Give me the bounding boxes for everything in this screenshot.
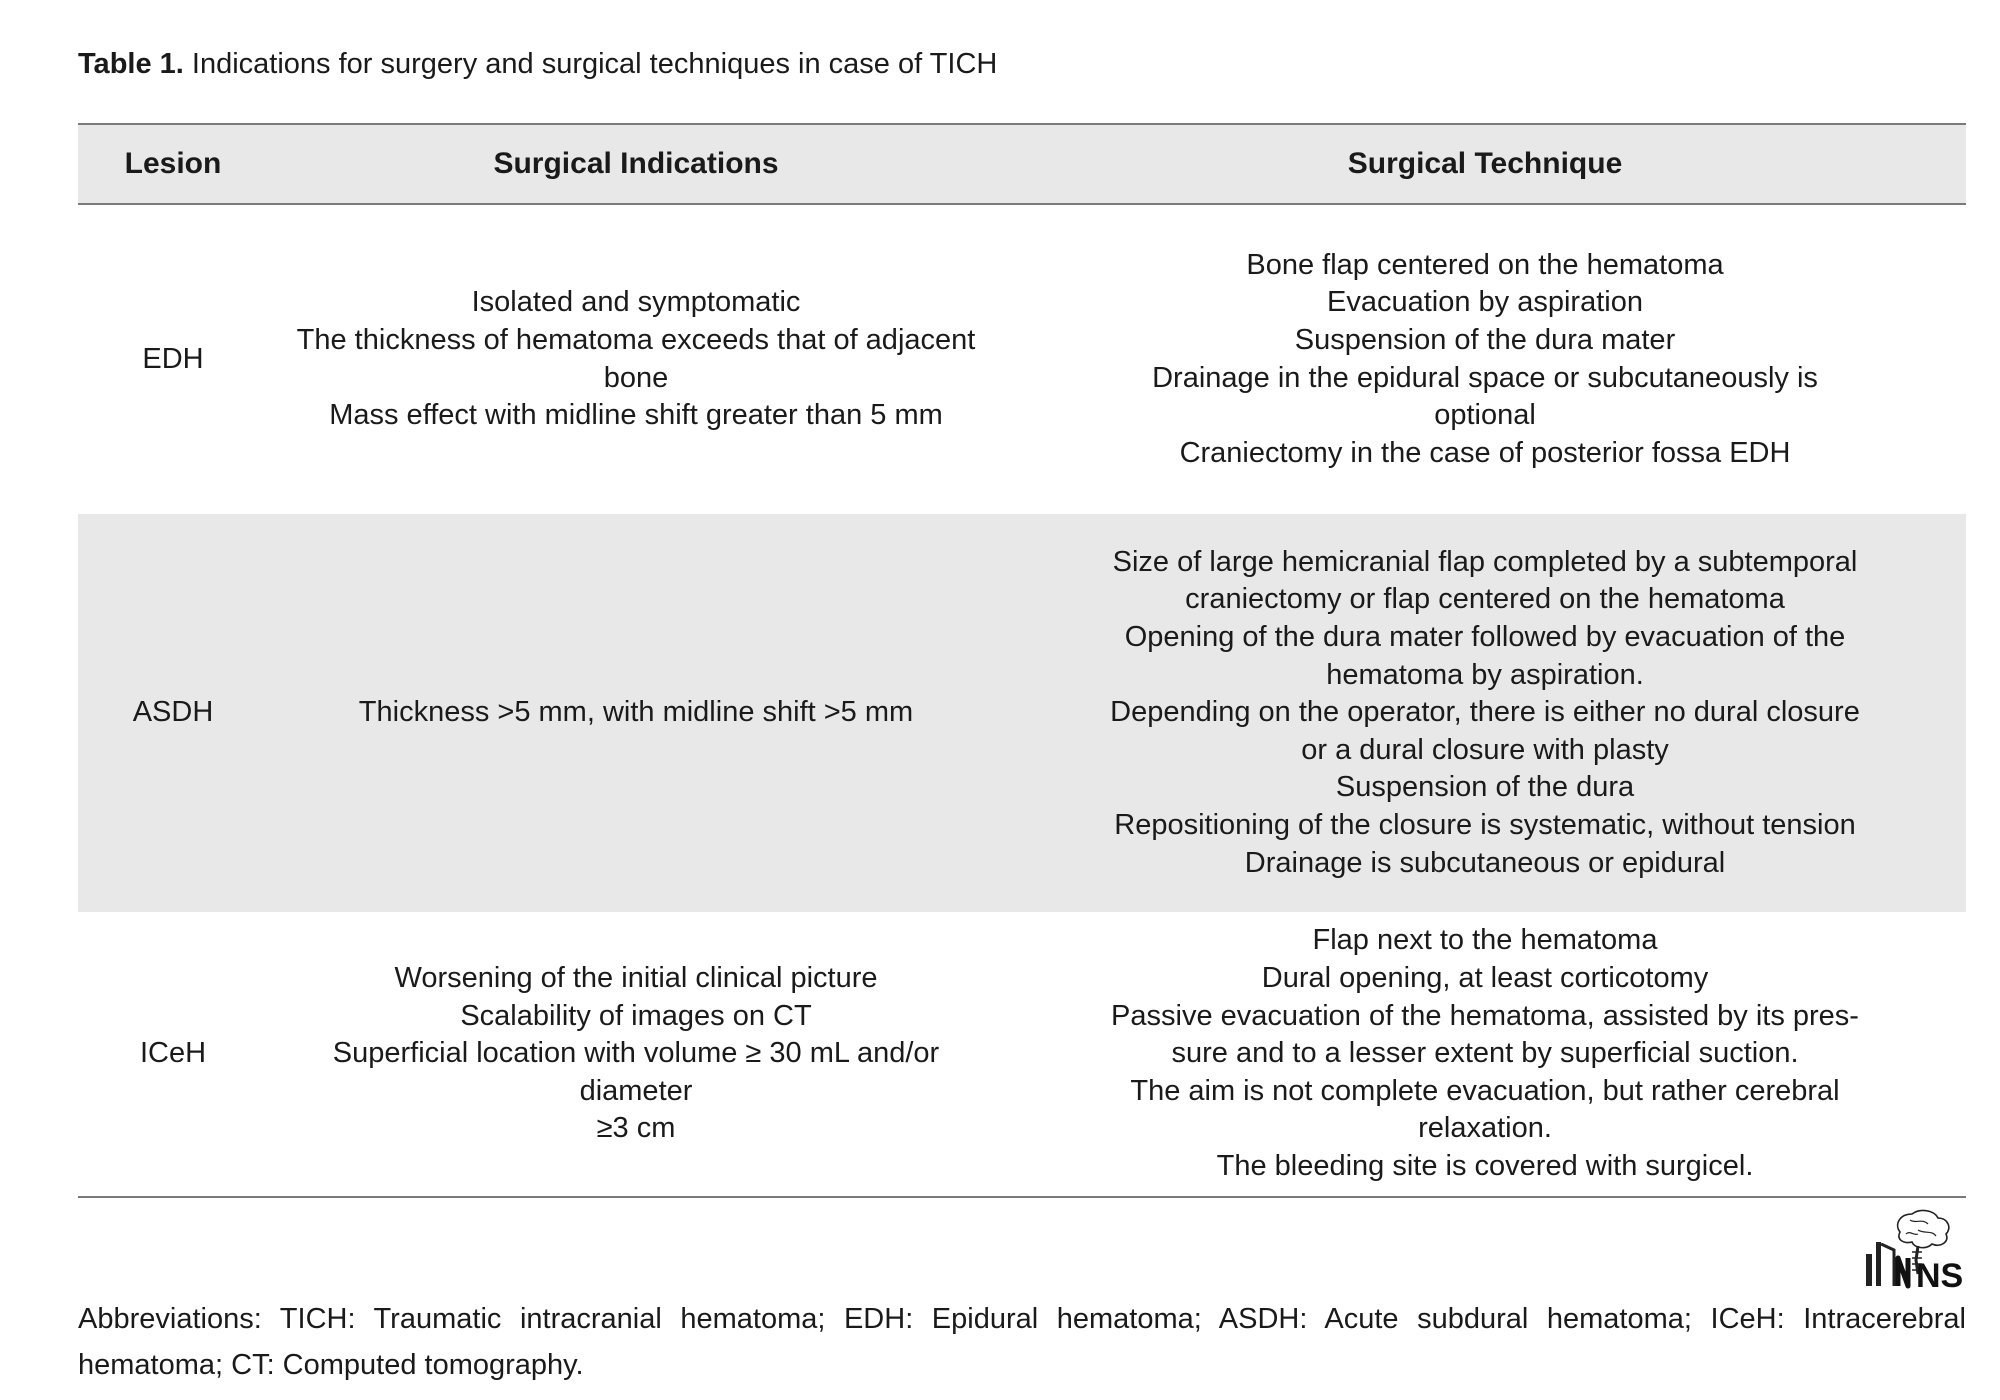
technique-line: Evacuation by aspiration [1327,286,1643,319]
technique-line: Drainage is subcutaneous or epidural [1244,846,1726,879]
technique-cell [1004,912,1966,1197]
table-row [78,204,1966,514]
logo-text: NS [1916,1257,1964,1290]
technique-line: optional [1434,399,1536,432]
brain-logo-icon [1860,1208,1970,1290]
technique-cell [1004,514,1966,912]
table-row [78,514,1966,912]
table-row [78,912,1966,1197]
technique-line: Passive evacuation of the hematoma, assisted by its pres- [1111,999,1859,1032]
lesion-cell: EDH [142,342,204,375]
technique-line: Repositioning of the closure is systematic, without tension [1114,808,1856,841]
technique-line: Dural opening, at least corticotomy [1261,962,1709,995]
technique-line: or a dural closure with plasty [1301,733,1669,766]
indication-line: The thickness of hematoma exceeds that of adjacent bone [296,323,976,394]
caption-label: Table 1. [78,48,184,80]
indications-cell [268,912,1004,1197]
technique-line: Opening of the dura mater followed by evacuation of the [1124,621,1846,654]
lesion-cell: ASDH [132,696,214,729]
technique-line: The bleeding site is covered with surgicel. [1216,1149,1754,1182]
indication-line: Mass effect with midline shift greater than 5 mm [329,399,943,432]
technique-line: hematoma by aspiration. [1326,658,1644,691]
abbreviations-footnote: Abbreviations: TICH: Traumatic intracranial hematoma; EDH: Epidural hematoma; ASDH: Acute subdural hematoma; ICeH: Intracerebral hematoma; CT: Computed tomography. [78,1303,1966,1381]
indications-cell [268,204,1004,514]
technique-line: Flap next to the hematoma [1312,924,1658,957]
caption-text: Indications for surgery and surgical techniques in case of TICH [183,48,998,80]
technique-line: Craniectomy in the case of posterior fossa EDH [1179,436,1791,469]
indication-line: Thickness >5 mm, with midline shift >5 mm [358,696,914,729]
technique-line: Depending on the operator, there is either no dural closure [1110,696,1860,729]
technique-line: Bone flap centered on the hematoma [1246,248,1724,281]
technique-line: relaxation. [1418,1112,1552,1145]
lesion-cell: ICeH [139,1037,207,1070]
indication-line: ≥3 cm [596,1112,676,1145]
header-lesion: Lesion [78,124,268,204]
technique-cell [1004,204,1966,514]
indications-cell [268,514,1004,912]
table-header-row [78,124,1966,204]
technique-line: craniectomy or flap centered on the hematoma [1185,583,1785,616]
header-surgical-technique: Surgical Technique [1004,124,1966,204]
indications-table [78,123,1966,1198]
technique-line: The aim is not complete evacuation, but rather cerebral [1130,1074,1840,1107]
indication-line: Superficial location with volume ≥ 30 mL and/or diameter [332,1037,940,1107]
technique-line: Suspension of the dura mater [1294,323,1676,356]
technique-line: Drainage in the epidural space or subcutaneously is [1152,361,1818,394]
indication-line: Scalability of images on CT [460,999,812,1032]
technique-line: sure and to a lesser extent by superficial suction. [1171,1037,1799,1070]
indication-line: Worsening of the initial clinical picture [394,962,878,995]
technique-line: Size of large hemicranial flap completed by a subtemporal [1112,545,1858,578]
indication-line: Isolated and symptomatic [471,286,801,319]
technique-line: Suspension of the dura [1335,771,1635,804]
table-caption [78,44,997,84]
header-surgical-indications: Surgical Indications [268,124,1004,204]
